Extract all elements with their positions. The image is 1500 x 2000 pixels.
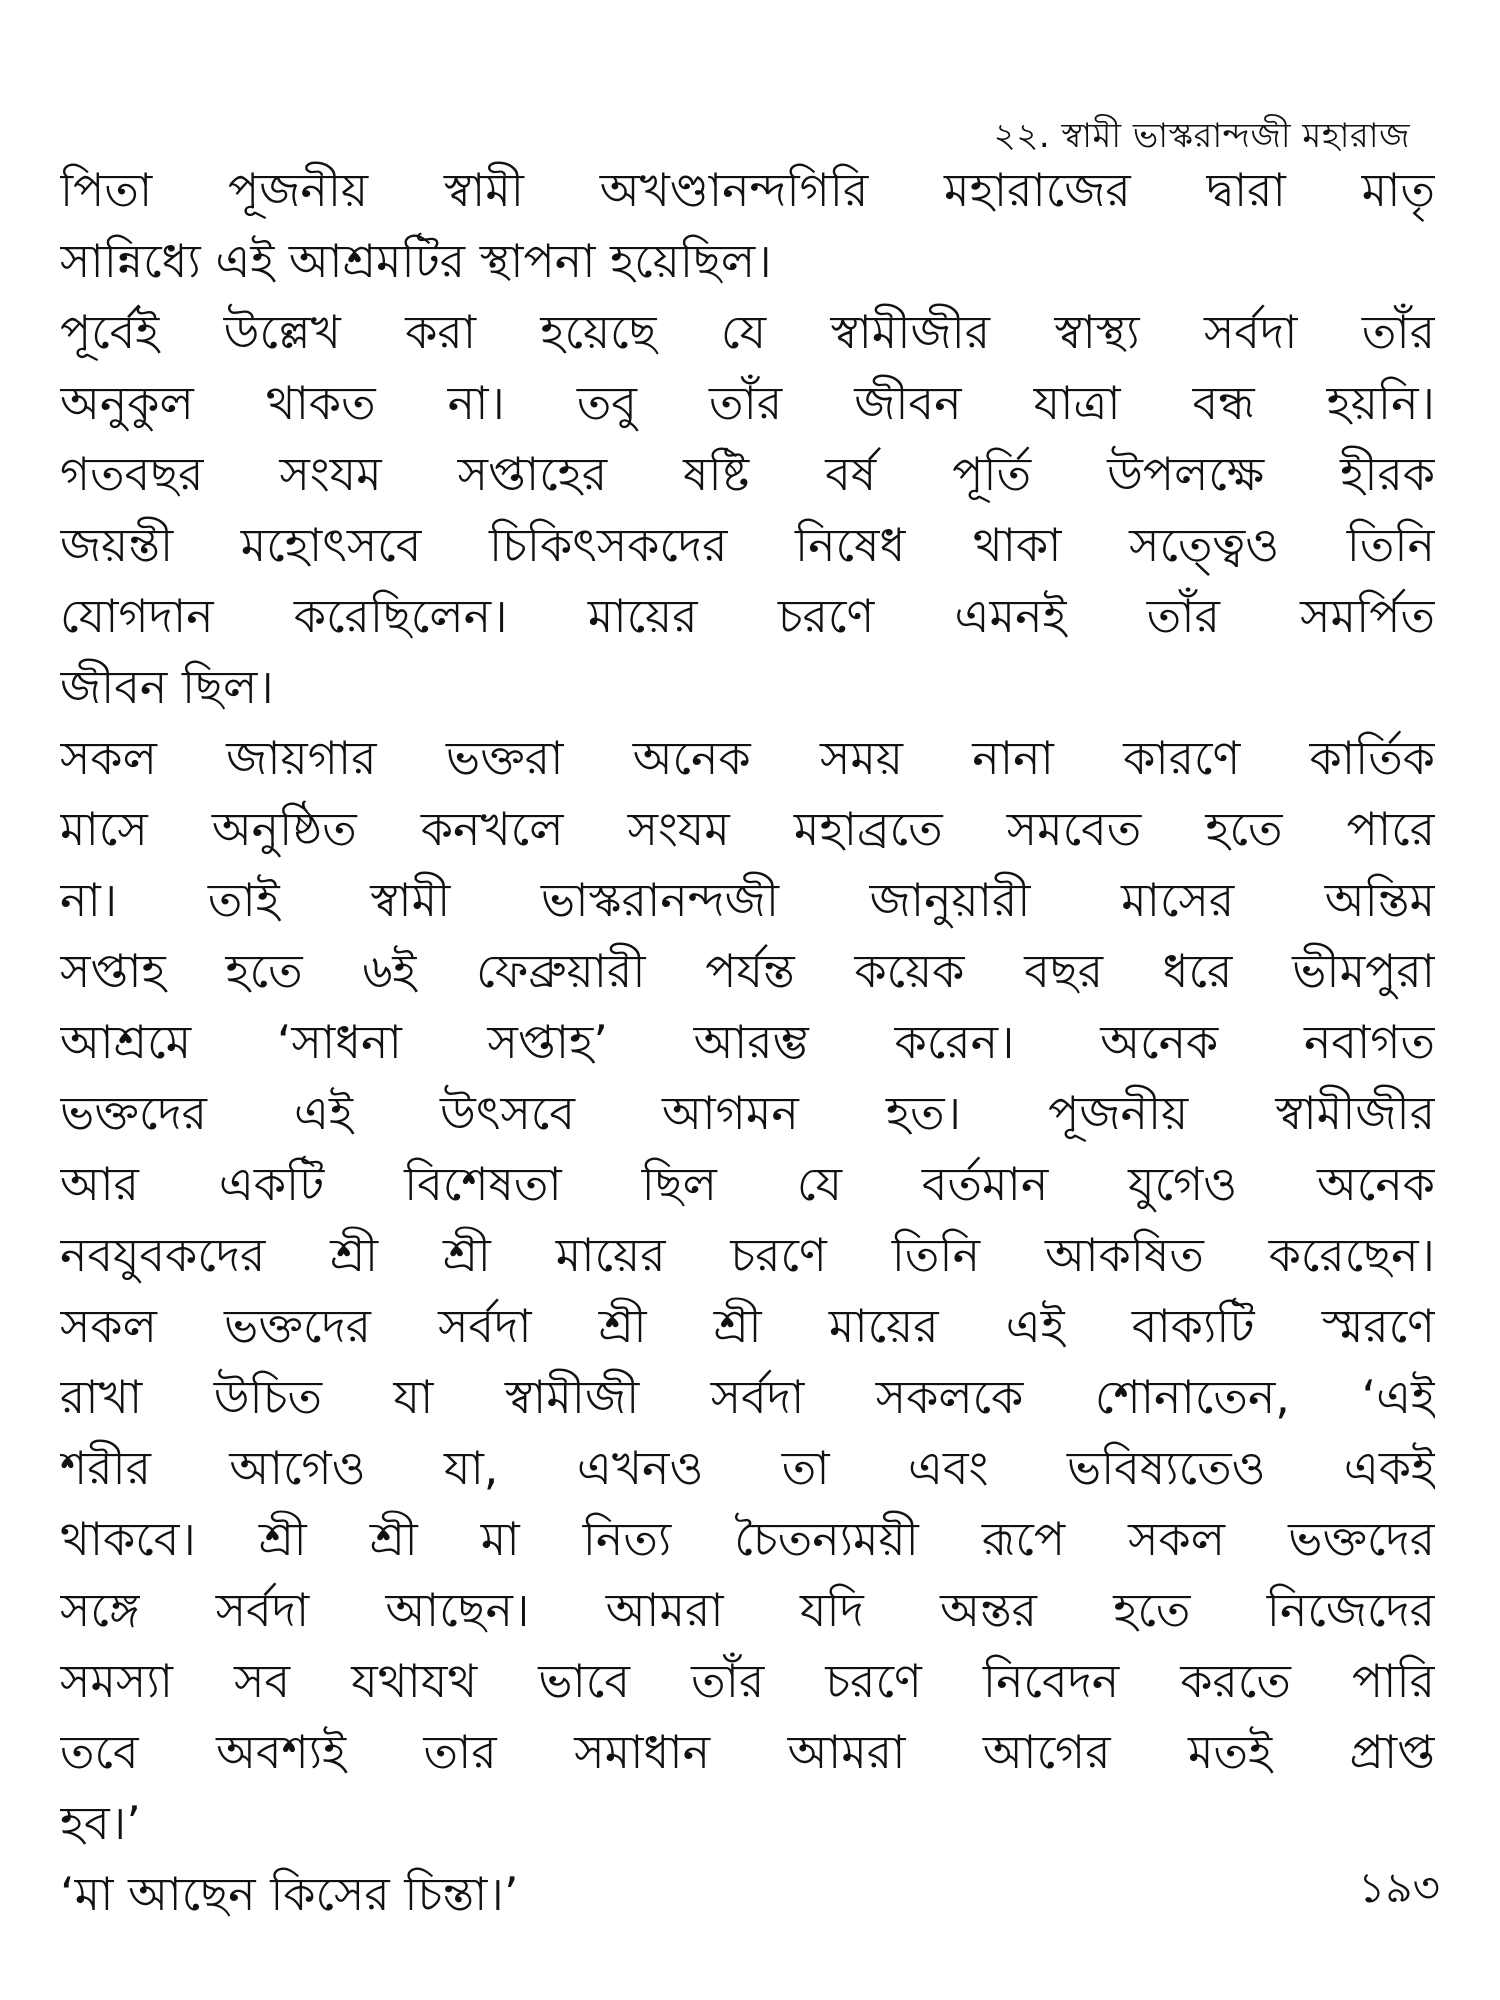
text-line: সঙ্গে সর্বদা আছেন। আমরা যদি অন্তর হতে নিজেদের <box>60 1583 1435 1637</box>
text-line: সপ্তাহ হতে ৬ই ফেব্রুয়ারী পর্যন্ত কয়েক বছর ধরে ভীমপুরা <box>60 944 1435 998</box>
text-line: ভক্তদের এই উৎসবে আগমন হত। পূজনীয় স্বামীজীর <box>60 1086 1435 1140</box>
text-line: সমস্যা সব যথাযথ ভাবে তাঁর চরণে নিবেদন করতে পারি <box>60 1654 1435 1708</box>
text-line: শরীর আগেও যা, এখনও তা এবং ভবিষ্যতেও একই <box>60 1441 1435 1495</box>
text-line: তবে অবশ্যই তার সমাধান আমরা আগের মতই প্রাপ্ত <box>60 1725 1435 1779</box>
text-line: ‘মা আছেন কিসের চিন্তা।’ <box>60 1867 519 1921</box>
text-line: মাসে অনুষ্ঠিত কনখলে সংযম মহাব্রতে সমবেত হতে পারে <box>60 802 1435 856</box>
text-line: না। তাই স্বামী ভাস্করানন্দজী জানুয়ারী মাসের অন্তিম <box>60 873 1435 927</box>
text-line: সকল জায়গার ভক্তরা অনেক সময় নানা কারণে কার্তিক <box>60 731 1435 785</box>
text-line: পিতা পূজনীয় স্বামী অখণ্ডানন্দগিরি মহারাজের দ্বারা মাতৃ <box>60 163 1435 217</box>
text-line: যোগদান করেছিলেন। মায়ের চরণে এমনই তাঁর সমর্পিত <box>60 589 1435 643</box>
text-line: পূর্বেই উল্লেখ করা হয়েছে যে স্বামীজীর স্বাস্থ্য সর্বদা তাঁর <box>60 305 1435 359</box>
running-header: ২২. স্বামী ভাস্করান্দজী মহারাজ <box>993 116 1410 156</box>
text-line: রাখা উচিত যা স্বামীজী সর্বদা সকলকে শোনাতেন, ‘এই <box>60 1370 1435 1424</box>
text-line: আর একটি বিশেষতা ছিল যে বর্তমান যুগেও অনেক <box>60 1157 1435 1211</box>
page-number: ১৯৩ <box>1358 1863 1440 1912</box>
text-line: নবযুবকদের শ্রী শ্রী মায়ের চরণে তিনি আকষিত করেছেন। <box>60 1228 1435 1282</box>
text-line: গতবছর সংযম সপ্তাহের ষষ্টি বর্ষ পূর্তি উপলক্ষে হীরক <box>60 447 1435 501</box>
text-line: সকল ভক্তদের সর্বদা শ্রী শ্রী মায়ের এই বাক্যটি স্মরণে <box>60 1299 1435 1353</box>
text-line: সান্নিধ্যে এই আশ্রমটির স্থাপনা হয়েছিল। <box>60 234 772 288</box>
text-line: জয়ন্তী মহোৎসবে চিকিৎসকদের নিষেধ থাকা সত্ত্বেও তিনি <box>60 518 1435 572</box>
body-text <box>60 155 1435 1930</box>
text-line: আশ্রমে ‘সাধনা সপ্তাহ’ আরম্ভ করেন। অনেক নবাগত <box>60 1015 1435 1069</box>
text-line: জীবন ছিল। <box>60 660 274 714</box>
text-line: অনুকুল থাকত না। তবু তাঁর জীবন যাত্রা বন্ধ হয়নি। <box>60 376 1435 430</box>
text-line: হব।’ <box>60 1796 141 1850</box>
text-line: থাকবে। শ্রী শ্রী মা নিত্য চৈতন্যময়ী রূপে সকল ভক্তদের <box>60 1512 1435 1566</box>
